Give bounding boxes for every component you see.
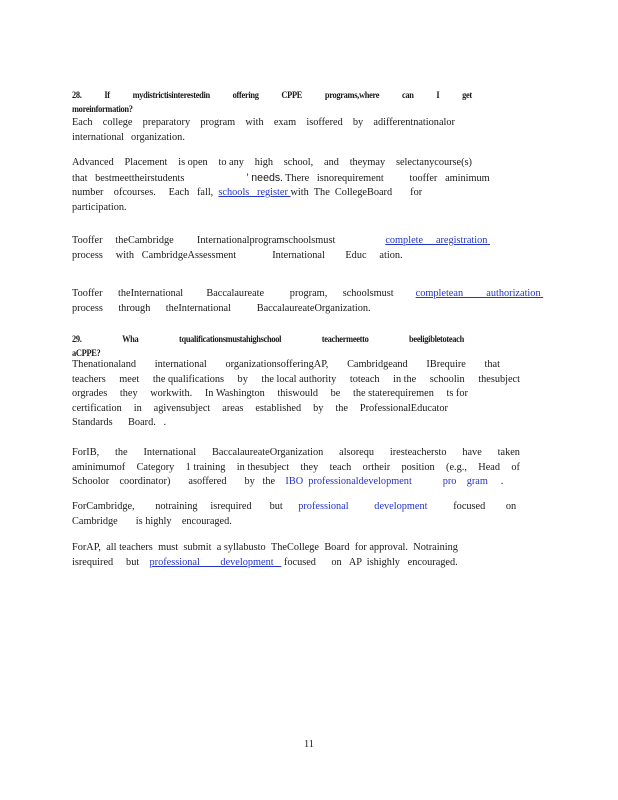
word: In Washington [204, 388, 265, 400]
word: the [115, 447, 128, 458]
word: mydistrictisinterestedin [132, 90, 210, 101]
word: of [511, 461, 520, 473]
word: in thesubject [236, 461, 290, 473]
word: orgrades [72, 388, 108, 400]
paragraph-3-line-2: process with CambridgeAssessment International Educ ation. [72, 249, 403, 261]
word: the staterequiremen [352, 388, 434, 400]
word: isoffered [306, 117, 343, 128]
paragraph-4-line-2: process through theInternational BaccalaureateOrganization. [72, 302, 371, 314]
word: be [330, 388, 341, 400]
word: Thenationaland [72, 359, 137, 370]
paragraph-cambridge-training [72, 500, 520, 529]
word: BaccalaureateOrganization [211, 447, 324, 458]
word: international [72, 131, 125, 143]
word: to any [218, 157, 244, 168]
word: offering [232, 90, 259, 101]
word: established [255, 402, 302, 414]
word: adifferentnationalor [373, 117, 455, 128]
word: schoolin [429, 373, 465, 385]
schools-register-link[interactable]: schools register [218, 187, 291, 199]
word: must [158, 542, 179, 553]
paragraph-6-line-3: Schoolor coordinator) asoffered by the IBO professionaldevelopment pro gram . [72, 476, 504, 488]
word: the [335, 402, 348, 414]
word: thiswould [277, 388, 319, 400]
word: preparatory [142, 117, 191, 128]
word: get [462, 90, 472, 101]
word: by [237, 373, 248, 385]
paragraph-6-line-1 [72, 446, 520, 461]
word: a syllabusto [216, 542, 266, 553]
paragraph-7-line-2: Cambridge is highly encouraged. [72, 515, 232, 527]
word: organization. [131, 131, 185, 143]
word: Notraining [413, 542, 458, 553]
paragraph-teacher-qualifications [72, 358, 520, 431]
question-29-heading [72, 332, 464, 361]
word: certification [72, 402, 122, 414]
word: Placement [124, 157, 168, 168]
word: international [154, 359, 207, 370]
word: toteach [349, 373, 380, 385]
paragraph-6-line-2 [72, 461, 520, 476]
word: high [254, 157, 273, 168]
word: Each [72, 117, 93, 128]
word: theymay [349, 157, 386, 168]
word: Head [478, 461, 500, 473]
word: CPPE [281, 90, 303, 101]
paragraph-1-line-2 [72, 131, 455, 146]
paragraph-exam-organizations [72, 116, 455, 145]
word: Cambridgeand [347, 359, 408, 370]
paragraph-3-line-1: Tooffer theCambridge Internationalprogramschoolsmust complete aregistration [72, 235, 488, 246]
paragraph-4-line-1: Tooffer theInternational Baccalaureate program, schoolsmust completean authorization [72, 288, 541, 299]
word: tqualificationsmustahighschool [178, 334, 282, 345]
paragraph-1-line-1 [72, 116, 455, 131]
paragraph-5-line-4 [72, 402, 448, 417]
word: school, [283, 157, 314, 168]
word: aminimumof [72, 461, 126, 473]
word: can [401, 90, 414, 101]
word: teachers [72, 373, 106, 385]
word: areas [222, 402, 244, 414]
word: 29. [72, 334, 82, 345]
word: 1 training [185, 461, 226, 473]
paragraph-ap-syllabus [72, 541, 458, 570]
word: ProfessionalEducator [359, 402, 448, 414]
word: selectanycourse(s) [395, 157, 472, 168]
word: and [324, 157, 339, 168]
word: they [119, 388, 138, 400]
paragraph-ib-requirements [72, 446, 520, 490]
paragraph-5-line-2 [72, 373, 520, 388]
word: ts for [446, 388, 468, 400]
word: (e.g., [446, 461, 467, 473]
word: thesubject [478, 373, 520, 385]
complete-a-registration-link[interactable]: complete aregistration [385, 235, 488, 246]
question-28-line-2: moreinformation? [72, 104, 133, 115]
word: submit [183, 542, 212, 553]
word: by [352, 117, 364, 128]
word: program [200, 117, 236, 128]
word: with [245, 117, 264, 128]
paragraph-5-line-5: Standards Board. . [72, 417, 167, 429]
ap-professional-development-link[interactable]: professional development [149, 556, 282, 568]
word: the local authority [261, 373, 337, 385]
word: ortheir [362, 461, 391, 473]
word: exam [273, 117, 297, 128]
word: in [133, 402, 142, 414]
word: If [104, 90, 110, 101]
question-29-line-2: aCPPE? [72, 348, 101, 359]
question-28-heading [72, 88, 472, 117]
paragraph-7-line-1: ForCambridge, notraining isrequired but professional development focused on [72, 501, 517, 512]
word: the qualifications [152, 373, 225, 385]
word: is open [178, 157, 208, 168]
complete-an-authorization-link[interactable]: completean authorization [415, 288, 541, 299]
word: iresteachersto [389, 447, 447, 458]
ibo-professional-development-link[interactable]: IBO professionaldevelopment pro gram [285, 476, 488, 488]
paragraph-8-line-1 [72, 541, 458, 556]
word: 28. [72, 90, 82, 101]
paragraph-5-line-3 [72, 387, 468, 402]
word: that [484, 359, 500, 370]
paragraph-ib-authorization [72, 287, 541, 316]
word: by [313, 402, 324, 414]
word: teachermeetto [321, 334, 369, 345]
word: ForAP, [72, 542, 101, 553]
paragraph-5-line-1 [72, 358, 500, 373]
word: Wha [122, 334, 139, 345]
word: have [462, 447, 482, 458]
word: organizationsofferingAP, [225, 359, 329, 370]
word: TheCollege [270, 542, 320, 553]
word: International [143, 447, 197, 458]
word: beeligibletoteach [409, 334, 464, 345]
word: Category [136, 461, 175, 473]
paragraph-2-line-2: that bestmeettheirstudents ’ needs. There isnorequirement tooffer aminimum [72, 171, 490, 184]
word: taken [497, 447, 520, 458]
word: college [102, 117, 133, 128]
word: agivensubject [153, 402, 211, 414]
paragraph-advanced-placement [72, 156, 490, 215]
word: workwith. [150, 388, 193, 400]
word: alsorequ [339, 447, 375, 458]
word: Board [324, 542, 350, 553]
word: all teachers [106, 542, 153, 553]
question-29-line-1 [72, 332, 464, 346]
word: meet [119, 373, 140, 385]
word: Advanced [72, 157, 114, 168]
cambridge-professional-development-link[interactable]: professional development [298, 501, 428, 512]
word: I [436, 90, 440, 101]
word: for approval. [354, 542, 408, 553]
paragraph-2-line-4: participation. [72, 201, 127, 213]
paragraph-cambridge-registration [72, 234, 520, 263]
word: position [401, 461, 435, 473]
word: in the [393, 373, 417, 385]
paragraph-2-line-3: number ofcourses. Each fall, schools register with The CollegeBoard for [72, 187, 423, 199]
word: they [300, 461, 319, 473]
word: teach [329, 461, 352, 473]
word: ForIB, [72, 447, 100, 458]
paragraph-8-line-2: isrequired but professional development focused on AP ishighly encouraged. [72, 556, 458, 568]
word: IBrequire [426, 359, 466, 370]
word: programs,where [324, 90, 380, 101]
paragraph-2-line-1 [72, 156, 472, 171]
question-28-line-1 [72, 88, 472, 102]
page-number: 11 [304, 739, 314, 750]
